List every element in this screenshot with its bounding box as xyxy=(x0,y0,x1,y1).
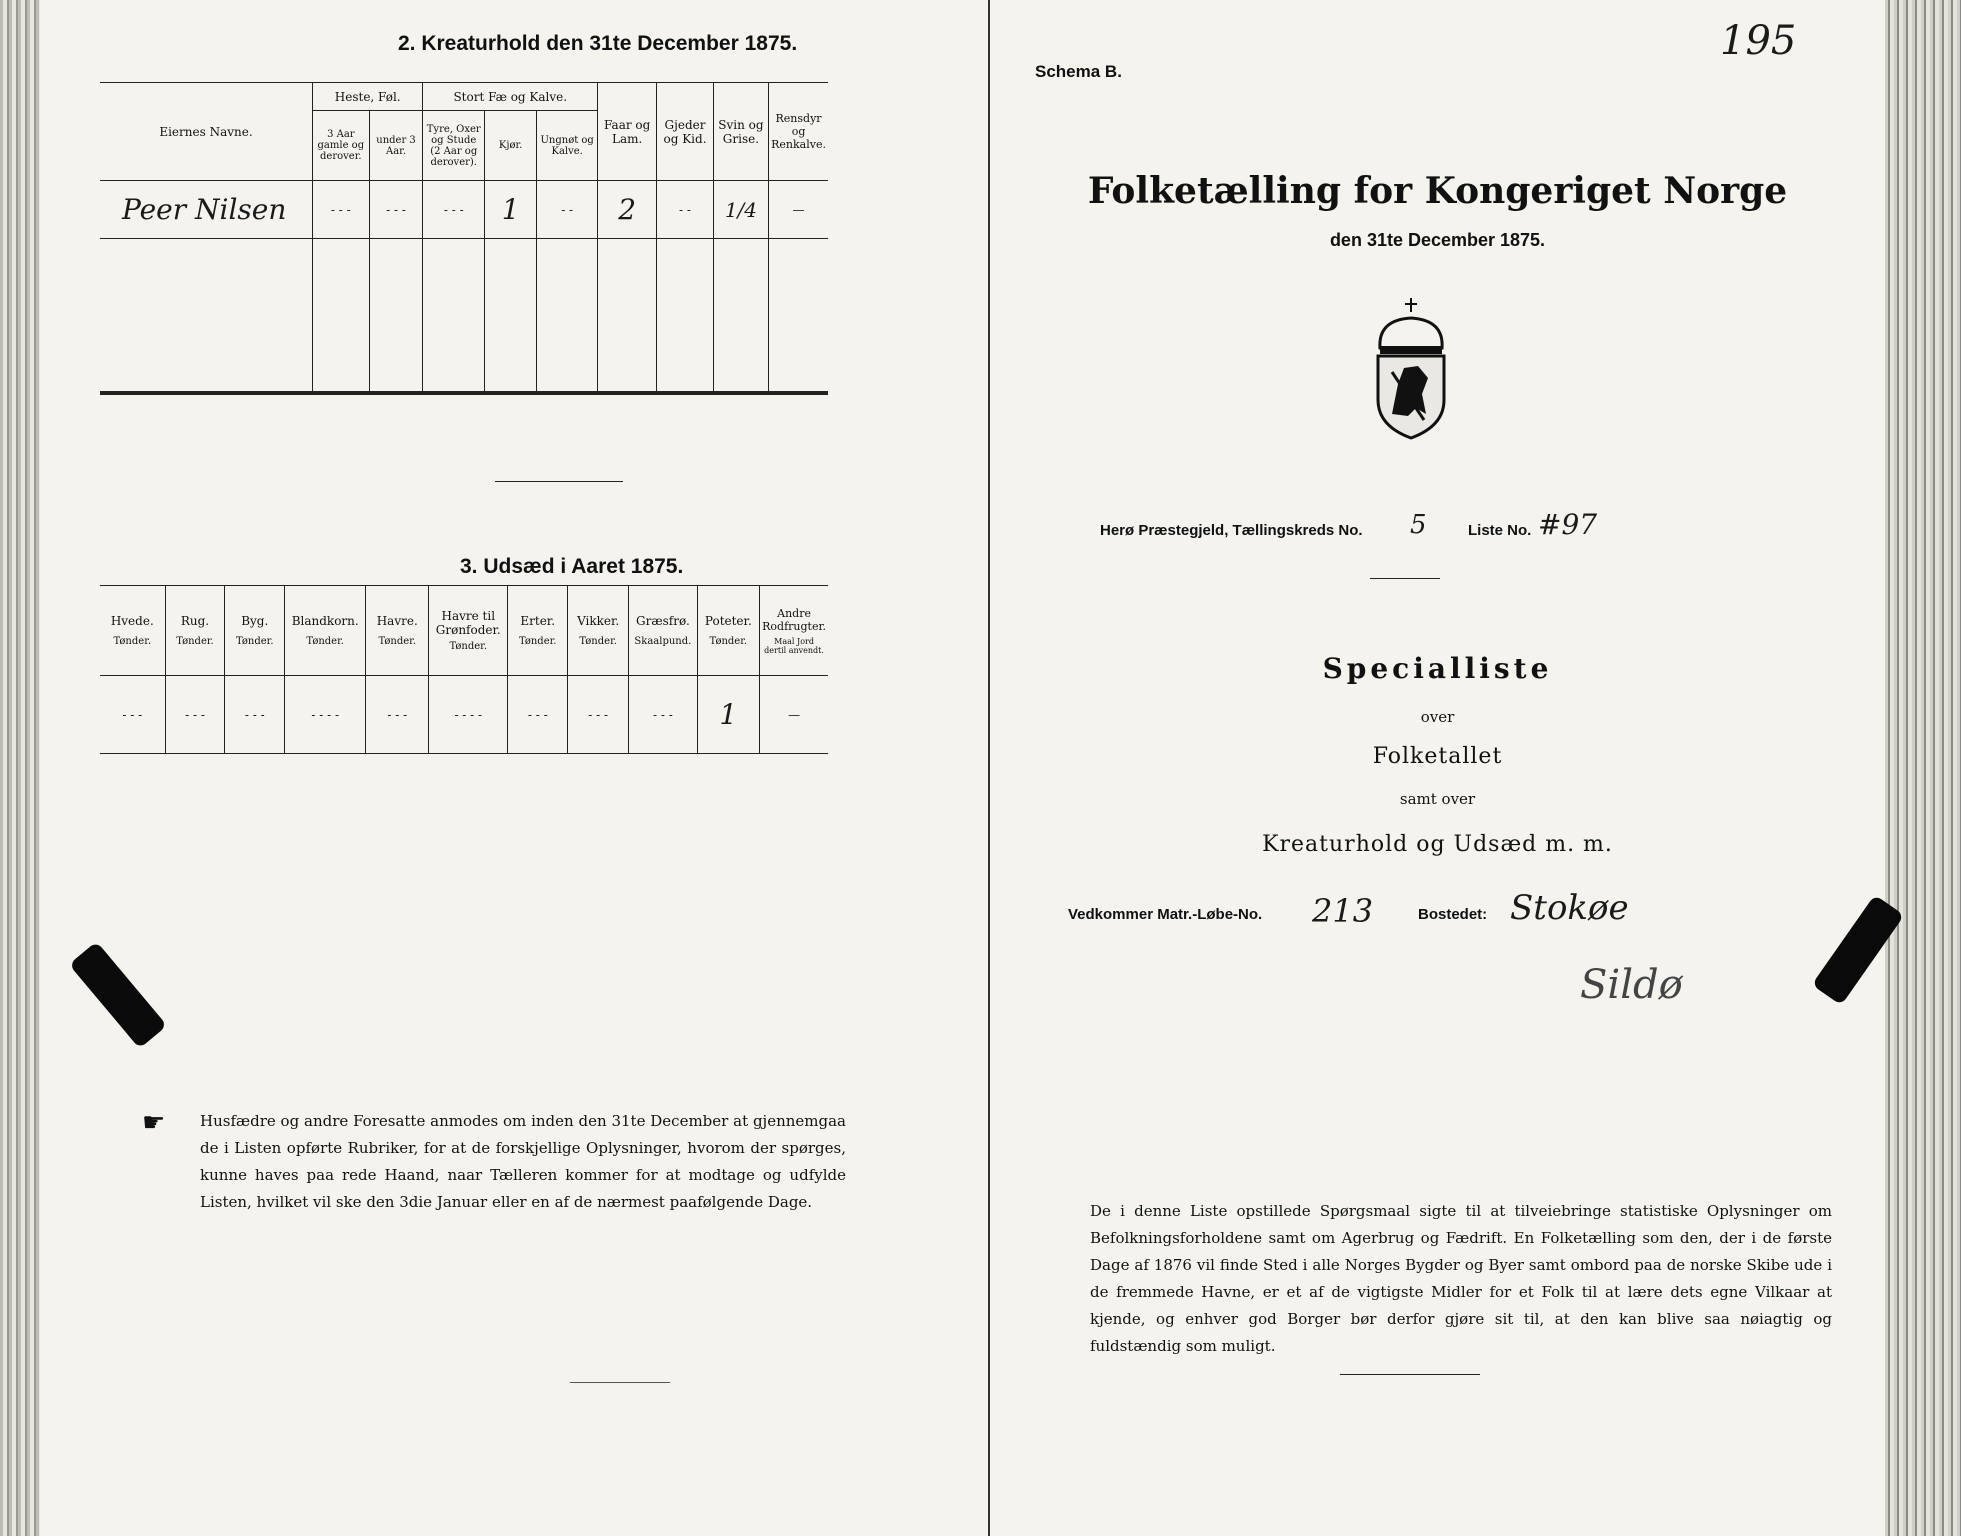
livestock-table xyxy=(100,82,828,392)
bosted-extra: Sildø xyxy=(1580,962,1683,1008)
bosted-label: Bostedet: xyxy=(1418,906,1488,923)
col-erter: Erter. Tønder. xyxy=(508,586,568,676)
list-number: #97 xyxy=(1538,508,1598,541)
goats-cell: - - xyxy=(657,181,714,239)
list-label: Liste No. xyxy=(1468,522,1532,539)
pigs-header: Svin og Grise. xyxy=(713,83,768,181)
owner-name: Peer Nilsen xyxy=(100,181,313,239)
calves-header: Ungnøt og Kalve. xyxy=(537,111,598,181)
col-blandkorn: Blandkorn. Tønder. xyxy=(285,586,366,676)
parish-label: Herø Præstegjeld, Tællingskreds No. xyxy=(1100,522,1363,539)
horses-header: Heste, Føl. xyxy=(313,83,423,111)
sheep-cell: 2 xyxy=(598,181,657,239)
left-page xyxy=(40,0,990,1536)
purpose-text: De i denne Liste opstillede Spørgsmaal sigte til at tilveiebringe statistiske Oplysninger om Befolkningsforholdene samt om Agerbrug og Fædrift. En Folketælling som den, der i de første Dage af 1876 vil finde Sted i alle Norges Bygder og Byer samt ombord paa de norske Skibe ude i de fremmede Havne, er et af de vigtigste Midler for et Folk til at lære dets egne Vilkaar at kjende, og enhver god Borger bør derfor gjøre sit til, at den kan blive saa nøiagtig og fuldstændig som muligt. xyxy=(1090,1202,1832,1355)
section3-title: 3. Udsæd i Aaret 1875. xyxy=(460,555,684,578)
horses-young-header: under 3 Aar. xyxy=(369,111,423,181)
bulls-cell: - - - xyxy=(423,181,485,239)
over-label: over xyxy=(1420,708,1455,726)
bosted-value: Stokøe xyxy=(1510,888,1629,928)
col-graesfro: Græsfrø. Skaalpund. xyxy=(629,586,697,676)
matr-number: 213 xyxy=(1312,892,1374,930)
calves-cell: - - xyxy=(537,181,598,239)
book-edge-right xyxy=(1885,0,1961,1536)
folketallet-label: Folketallet xyxy=(1372,744,1503,769)
poteter-value: 1 xyxy=(697,676,760,754)
col-rug: Rug. Tønder. xyxy=(165,586,225,676)
bottom-rule-right xyxy=(1340,1374,1480,1375)
table-bottom-rule xyxy=(100,392,828,395)
page-number: 195 xyxy=(1720,18,1797,64)
main-title: Folketælling for Kongeriget Norge xyxy=(1087,170,1788,212)
col-byg: Byg. Tønder. xyxy=(225,586,285,676)
book-edge-left xyxy=(0,0,40,1536)
bottom-divider xyxy=(570,1382,670,1383)
seed-table: Hvede. Tønder. Rug. Tønder. Byg. Tønder. Blandkorn. Tønder. Havre. Tønder. Havre til Grønfoder. Tønder. Erter. Tønder. Vikker. Tønder. Græsfrø. Skaalpund. Poteter. Tønder. Andre Rodfrugter. Maal Jord dertil anvendt. - - - - - - - - - - - - - - - - - - - - - - - - - - - - - 1 — xyxy=(100,585,828,754)
cows-cell: 1 xyxy=(485,181,537,239)
divider-line-2 xyxy=(1370,578,1440,579)
cattle-header: Stort Fæ og Kalve. xyxy=(423,83,598,111)
notice-text: Husfædre og andre Foresatte anmodes om inden den 31te December at gjennemgaa de i Listen opførte Rubriker, for at de forskjellige Oplysninger, hvorom der spørges, kunne haves paa rede Haand, naar Tælleren kommer for at modtage og udfylde Listen, hvilket vil ske den 3die Januar eller en af de nærmest paafølgende Dage. xyxy=(200,1112,846,1211)
bulls-header: Tyre, Oxer og Stude (2 Aar og derover). xyxy=(423,111,485,181)
right-page xyxy=(990,0,1885,1536)
reindeer-cell: — xyxy=(769,181,828,239)
kreaturhold-label: Kreaturhold og Udsæd m. m. xyxy=(1262,832,1613,857)
goats-header: Gjeder og Kid. xyxy=(657,83,714,181)
col-vikker: Vikker. Tønder. xyxy=(568,586,629,676)
divider-line xyxy=(495,481,623,482)
reindeer-header: Rensdyr og Renkalve. xyxy=(769,83,828,181)
pigs-cell: 1/4 xyxy=(713,181,768,239)
horses-young-cell: - - - xyxy=(369,181,423,239)
samt-over-label: samt over xyxy=(1399,790,1476,808)
schema-label: Schema B. xyxy=(1035,62,1122,81)
owner-header: Eiernes Navne. xyxy=(100,83,313,181)
cows-header: Kjør. xyxy=(485,111,537,181)
col-havre: Havre. Tønder. xyxy=(366,586,429,676)
norway-coat-of-arms-icon xyxy=(1368,296,1454,441)
col-havre-gronfoder: Havre til Grønfoder. Tønder. xyxy=(429,586,508,676)
horses-old-cell: - - - xyxy=(313,181,370,239)
col-hvede: Hvede. Tønder. xyxy=(100,586,165,676)
pointing-hand-icon: ☛ xyxy=(142,1108,166,1138)
specialliste-heading: Specialliste xyxy=(1322,652,1553,685)
sheep-header: Faar og Lam. xyxy=(598,83,657,181)
section2-title: 2. Kreaturhold den 31te December 1875. xyxy=(398,32,798,55)
district-number: 5 xyxy=(1410,510,1427,540)
matr-label: Vedkommer Matr.-Løbe-No. xyxy=(1068,906,1263,923)
col-andre-rodfrugter: Andre Rodfrugter. Maal Jord dertil anvendt. xyxy=(760,586,828,676)
col-poteter: Poteter. Tønder. xyxy=(697,586,760,676)
horses-old-header: 3 Aar gamle og derover. xyxy=(313,111,370,181)
census-date: den 31te December 1875. xyxy=(1329,230,1546,250)
